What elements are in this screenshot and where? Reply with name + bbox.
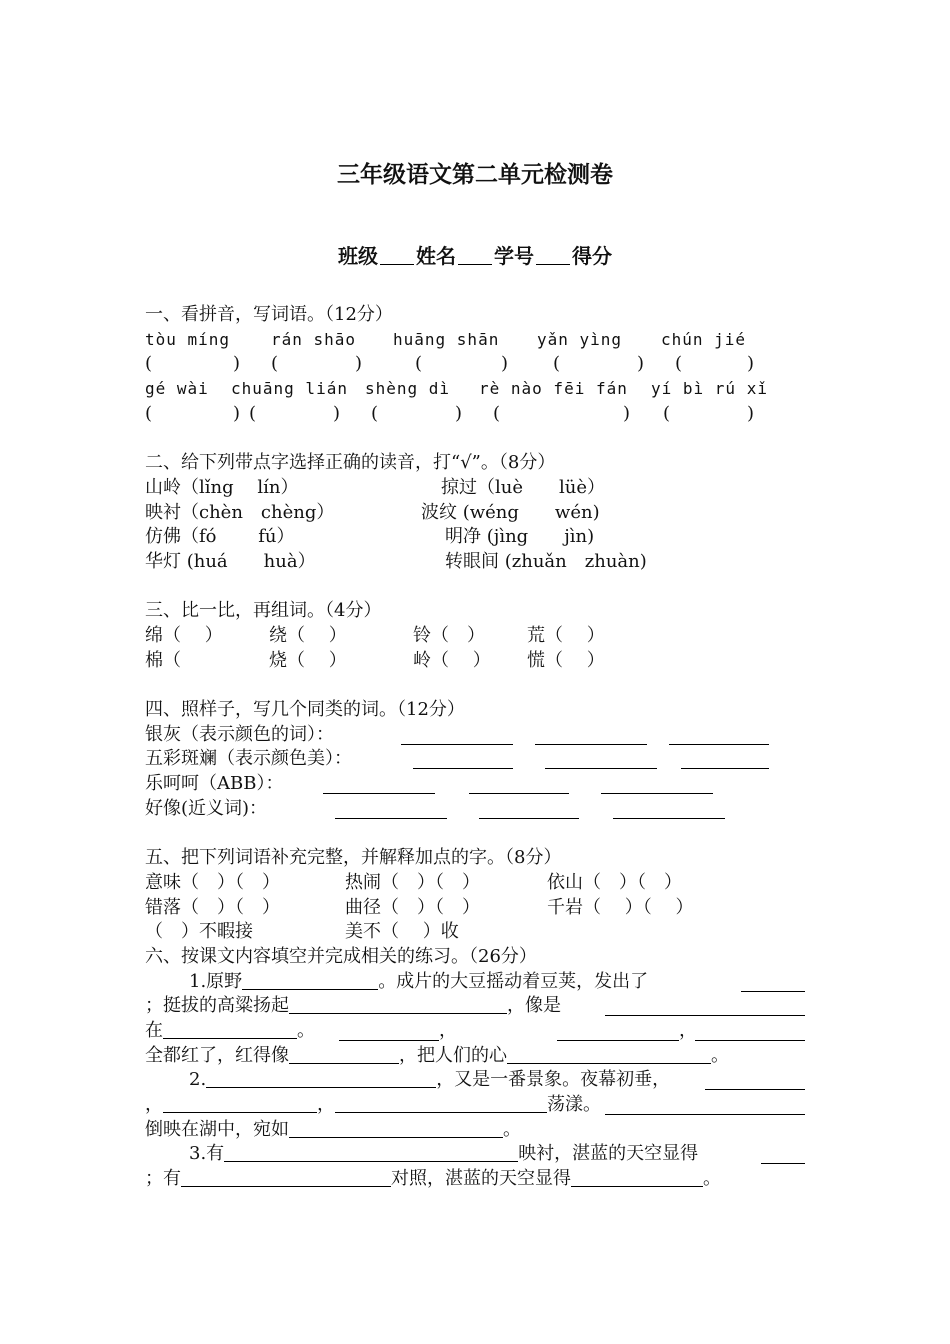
pinyin: yǎn yìng [537, 329, 623, 349]
fill-blank[interactable] [761, 1145, 805, 1164]
close-paren: ) [333, 402, 341, 424]
idiom: 曲径（ ）（ ） [345, 896, 480, 918]
example-label: 五彩斑斓（表示颜色美）： [145, 748, 352, 770]
student-id-blank[interactable] [536, 246, 570, 265]
fill-blank[interactable] [605, 1096, 805, 1115]
compare-word: 烧（ ） [269, 649, 347, 671]
student-info-line [0, 240, 950, 269]
close-paren: ) [455, 402, 463, 424]
fill-text: 。 [703, 1168, 721, 1190]
section-6-heading: 六、按课文内容填空并完成相关的练习。（26分） [145, 945, 537, 967]
section-3-heading: 三、比一比，再组词。（4分） [145, 600, 382, 622]
open-paren: ( [553, 353, 561, 375]
close-paren: ) [623, 402, 631, 424]
similar-words-row[interactable] [145, 723, 810, 748]
open-paren: ( [493, 402, 501, 424]
fill-blank[interactable] [181, 1168, 391, 1187]
close-paren: ) [747, 353, 755, 375]
close-paren: ) [637, 353, 645, 375]
fill-blank[interactable] [163, 1094, 317, 1113]
example-label: 银灰（表示颜色的词）： [145, 723, 334, 745]
answer-blank[interactable] [335, 800, 447, 819]
reading-choice: 转眼间 (zhuǎn zhuàn) [445, 550, 647, 572]
worksheet-content [145, 303, 810, 1192]
fill-text: 全都红了，红得像 [145, 1044, 289, 1066]
answer-blank[interactable] [401, 726, 513, 745]
reading-row[interactable] [145, 476, 810, 501]
answer-blank[interactable] [479, 800, 579, 819]
name-blank[interactable] [458, 246, 492, 265]
example-label: 乐呵呵（ABB）： [145, 773, 284, 795]
compare-word: 荒（ ） [527, 624, 605, 646]
fill-blank[interactable] [224, 1143, 518, 1162]
page-title: 三年级语文第二单元检测卷 [337, 162, 613, 188]
close-paren: ) [501, 353, 509, 375]
section-2-heading: 二、给下列带点字选择正确的读音，打“√”。（8分） [145, 452, 556, 474]
fill-text: ；有 [145, 1168, 181, 1190]
fill-text: ， [317, 1094, 335, 1115]
pinyin-row-1 [145, 328, 810, 353]
answer-blank[interactable] [469, 775, 569, 794]
compare-word: 铃（ ） [413, 624, 485, 646]
fill-blank[interactable] [507, 1045, 711, 1064]
fill-blank[interactable] [571, 1168, 703, 1187]
fill-blank[interactable] [557, 1022, 679, 1041]
compare-word: 绵（ ） [145, 624, 223, 646]
compare-word: 绕（ ） [269, 624, 347, 646]
fill-line[interactable] [145, 1044, 810, 1069]
compare-word: 岭（ ） [413, 649, 491, 671]
idiom-row[interactable] [145, 871, 810, 896]
fill-text: ， [679, 1019, 697, 1041]
pinyin: rè nào fēi fán [479, 379, 628, 399]
reading-choice: 华灯 (huá huà） [145, 550, 316, 572]
answer-row-2[interactable] [145, 402, 810, 427]
idiom: 错落（ ）（ ） [145, 896, 280, 918]
pinyin: chún jié [661, 329, 747, 349]
student-id-label: 学号 [494, 244, 534, 268]
pinyin: tòu míng [145, 329, 231, 349]
idiom: 依山（ ）（ ） [547, 871, 682, 893]
fill-blank[interactable] [289, 1119, 503, 1138]
fill-text: 对照，湛蓝的天空显得 [391, 1168, 571, 1190]
pinyin: rán shāo [271, 329, 357, 349]
fill-blank[interactable] [335, 1094, 547, 1113]
reading-choice: 映衬（chèn chèng） [145, 501, 335, 523]
fill-blank[interactable] [163, 1020, 297, 1039]
example-label: 好像(近义词)： [145, 797, 268, 819]
fill-blank[interactable] [605, 997, 805, 1016]
fill-text: ，像是 [507, 995, 561, 1017]
fill-line[interactable] [145, 970, 810, 995]
fill-blank[interactable] [289, 995, 507, 1014]
close-paren: ) [233, 402, 241, 424]
fill-blank[interactable] [206, 1069, 436, 1088]
reading-choice: 波纹 (wéng wén) [421, 501, 600, 523]
answer-blank[interactable] [323, 775, 435, 794]
fill-line[interactable] [145, 1068, 810, 1093]
open-paren: ( [415, 353, 423, 375]
answer-blank[interactable] [545, 750, 657, 769]
compare-word: 棉（ [145, 649, 181, 671]
fill-text: ， [145, 1094, 163, 1115]
reading-row[interactable] [145, 501, 810, 526]
fill-blank[interactable] [695, 1022, 805, 1041]
reading-choice: 掠过（luè lüè） [441, 476, 606, 498]
section-1-heading: 一、看拼音，写词语。（12分） [145, 304, 393, 325]
fill-text: ；挺拔的高粱扬起 [145, 995, 289, 1017]
compare-row[interactable] [145, 624, 810, 649]
similar-words-row[interactable] [145, 747, 810, 772]
idiom: 千岩（ ）（ ） [547, 896, 694, 918]
fill-line[interactable] [145, 1167, 810, 1192]
section-5-heading: 五、把下列词语补充完整，并解释加点的字。（8分） [145, 847, 562, 869]
answer-blank[interactable] [681, 750, 769, 769]
idiom: 意味（ ）（ ） [145, 871, 280, 893]
fill-line[interactable] [145, 1019, 810, 1044]
reading-choice: 明净 (jìng jìn) [445, 526, 595, 548]
fill-text: 3.有 [189, 1143, 225, 1165]
answer-blank[interactable] [413, 750, 513, 769]
pinyin: yí bì rú xǐ [651, 379, 768, 399]
similar-words-row[interactable] [145, 772, 810, 797]
idiom-row[interactable] [145, 920, 810, 945]
idiom: 美不（ ）收 [345, 921, 459, 943]
section-4-heading: 四、照样子，写几个同类的词。（12分） [145, 699, 465, 720]
class-label: 班级 [338, 244, 378, 268]
reading-row[interactable] [145, 525, 810, 550]
open-paren: ( [145, 402, 153, 424]
close-paren: ) [747, 402, 755, 424]
pinyin: chuāng lián [231, 379, 348, 399]
compare-row[interactable] [145, 649, 810, 674]
name-label: 姓名 [416, 244, 456, 268]
answer-blank[interactable] [613, 800, 725, 819]
fill-text: 。 [503, 1118, 521, 1140]
reading-row[interactable] [145, 550, 810, 575]
answer-row-1[interactable] [145, 352, 810, 377]
idiom: （ ）不暇接 [145, 921, 253, 943]
fill-line[interactable] [145, 994, 810, 1019]
answer-blank[interactable] [669, 726, 769, 745]
fill-text: 1.原野 [189, 970, 243, 992]
fill-text: ，把人们的心 [399, 1044, 507, 1066]
fill-blank[interactable] [705, 1071, 805, 1090]
open-paren: ( [663, 402, 671, 424]
fill-blank[interactable] [339, 1022, 439, 1041]
close-paren: ) [233, 353, 241, 375]
compare-word: 慌（ ） [527, 649, 605, 671]
pinyin: gé wài [145, 379, 209, 399]
fill-text: 。 [711, 1044, 729, 1066]
fill-blank[interactable] [242, 971, 378, 990]
idiom: 热闹（ ）（ ） [345, 871, 480, 893]
fill-text: 在 [145, 1019, 163, 1041]
pinyin: huāng shān [393, 329, 500, 349]
pinyin: shèng dì [365, 379, 451, 399]
fill-line[interactable] [145, 1118, 810, 1143]
answer-blank[interactable] [535, 726, 647, 745]
fill-text: 映衬，湛蓝的天空显得 [518, 1143, 699, 1165]
idiom-row[interactable] [145, 896, 810, 921]
fill-text: 。 [297, 1019, 315, 1041]
similar-words-row[interactable] [145, 797, 810, 822]
fill-blank[interactable] [741, 973, 805, 992]
fill-text: 倒映在湖中，宛如 [145, 1118, 289, 1140]
open-paren: ( [675, 353, 683, 375]
class-blank[interactable] [380, 246, 414, 265]
fill-text: ，又是一番景象。夜幕初垂， [436, 1069, 671, 1091]
open-paren: ( [371, 402, 379, 424]
open-paren: ( [145, 353, 153, 375]
score-label: 得分 [572, 244, 612, 268]
close-paren: ) [355, 353, 363, 375]
fill-text: 荡漾。 [547, 1094, 601, 1115]
reading-choice: 山岭（lǐng lín） [145, 476, 299, 498]
fill-blank[interactable] [289, 1045, 399, 1064]
fill-line[interactable] [145, 1093, 810, 1118]
open-paren: ( [271, 353, 279, 375]
fill-line[interactable] [145, 1142, 810, 1167]
pinyin-row-2 [145, 377, 810, 402]
open-paren: ( [249, 402, 257, 424]
fill-text: 。成片的大豆摇动着豆荚，发出了 [378, 970, 649, 992]
fill-text: ， [439, 1019, 457, 1041]
answer-blank[interactable] [601, 775, 713, 794]
fill-text: 2. [189, 1069, 207, 1091]
reading-choice: 仿佛（fó fú） [145, 526, 295, 548]
